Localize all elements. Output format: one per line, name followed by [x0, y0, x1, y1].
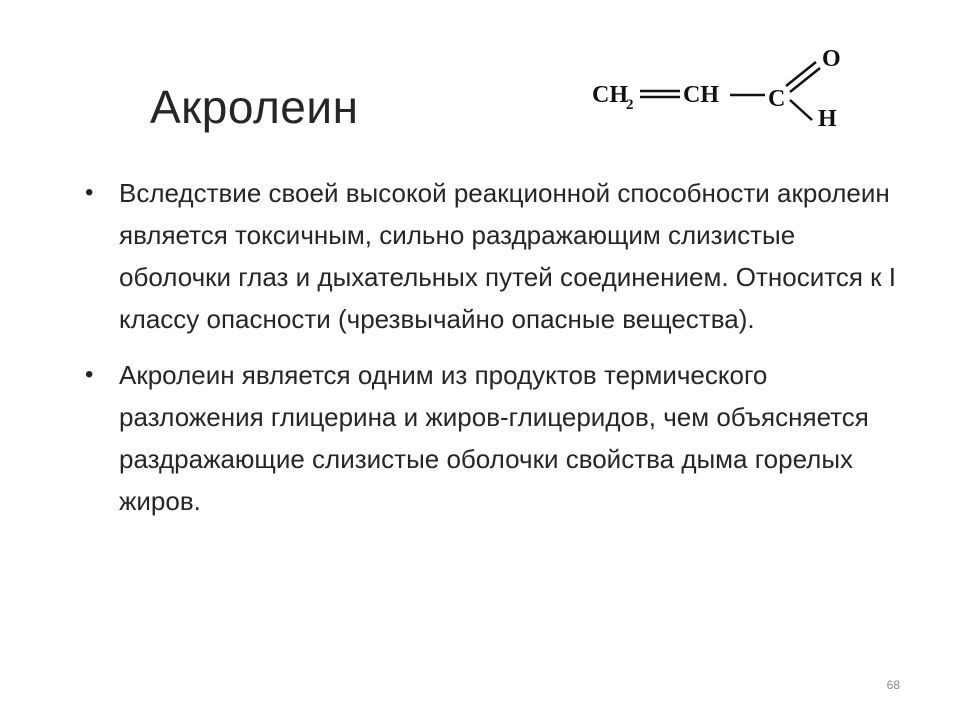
bullet-item [85, 172, 905, 340]
formula-ch: CH [683, 82, 719, 108]
bullet-icon: • [85, 179, 94, 206]
formula-c: C [768, 86, 786, 112]
page-number: 68 [886, 678, 900, 692]
bullet-list [85, 172, 905, 536]
formula-diagram [590, 40, 860, 140]
ch-bond-line [790, 100, 812, 120]
formula-o: O [822, 46, 841, 72]
bullet-text: Акролеин является одним из продуктов термического разложения глицерина и жиров-глицеридов, чем объясняется раздражающие слизистые оболочки свойства дыма горелых жиров. [119, 360, 869, 516]
acrolein-structural-formula [590, 40, 860, 140]
formula-sub2: 2 [626, 97, 634, 113]
bullet-text: Вследствие своей высокой реакционной способности акролеин является токсичным, сильно раздражающим слизистые оболочки глаз и дыхательных путей соединением. Относится к I классу опасности (чрезвычайно опасные вещества). [119, 178, 896, 334]
bullet-icon: • [85, 361, 94, 388]
slide-title: Акролеин [150, 81, 359, 133]
formula-ch2: CH [592, 82, 628, 108]
bullet-item [85, 354, 905, 522]
formula-h: H [818, 106, 837, 132]
